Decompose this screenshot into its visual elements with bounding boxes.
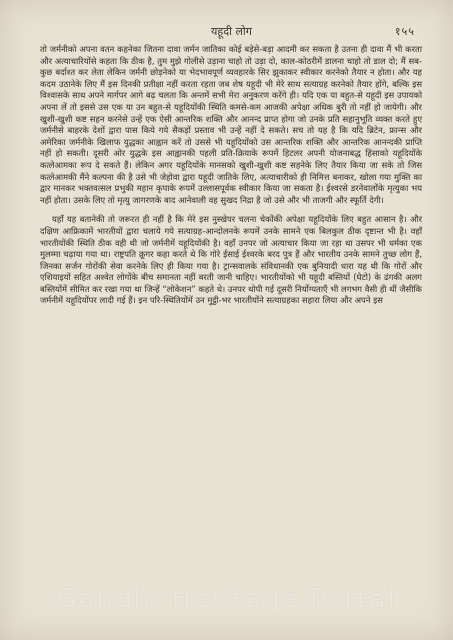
running-title: यहूदी लोग: [211, 25, 252, 38]
page-number: १५५: [394, 25, 415, 38]
paragraph: यहाँ यह बतानेकी तो जरूरत ही नहीं है कि मेरे इस नुस्खेपर चलना चेकोंकी अपेक्षा यहूदियोंके लिए बहुत आसान है। और दक्षिण आफ्रिकामें भारतीयों द्वारा चलाये गये सत्याग्रह-आन्दोलनके रूपमें उनके सामने एक बिलकुल ठीक दृष्टान्त भी है। वहाँ भारतीयोंकी स्थिति ठीक वही थी जो जर्मनीमें यहूदियोंकी है। वहाँ उनपर जो अत्याचार किया जा रहा था उसपर भी धर्मका एक मुलम्मा चढ़ाया गया था। राष्ट्रपति क्रूगर कहा करते थे कि गोरे ईसाई ईश्वरके बरद पुत्र हैं और भारतीय उनके सामने तुच्छ लोग हैं, जिनका सर्जन गोरोंकी सेवा करनेके लिए ही किया गया है। ट्रान्सवालके संविधानकी एक बुनियादी धारा यह थी कि गोरों और एशियाइयों सहित अश्वेत लोगोंके बीच समानता नहीं बरती जानी चाहिए। भारतीयोंको भी यहूदी बस्तियों (घेटो) के ढंगकी अलग बस्तियोंमें सीमित कर रखा गया था जिन्हें “लोकेशन” कहते थे। उनपर थोपी गई दूसरी निर्योग्यताएँ भी लगभग वैसी ही थीं जैसीकि जर्मनीमें यहूदियोंपर लादी गई हैं। इन परि-स्थितियोंमें उन मुट्ठी-भर भारतीयोंने सत्याग्रहका सहारा लिया और अपने इस: [40, 214, 422, 306]
page-header: [40, 24, 423, 42]
body-text: [40, 44, 422, 315]
watermark: Gandhi Heritage Portal: [56, 584, 397, 614]
paragraph: तो जर्मनीको अपना वतन कहनेका जितना दावा जर्मन जातिका कोई बड़ेसे-बड़ा आदमी कर सकता है उतना ही दावा मैं भी करता और अत्याचारियोंसे कहता कि ठीक है, तुम मुझे गोलीसे उड़ाना चाहो तो उड़ा दो, काल-कोठरीमें डालना चाहो तो डाल दो; मैं सब-कुछ बर्दाश्त कर लेता लेकिन जर्मनी छोड़नेको या भेदभावपूर्ण व्यवहारके सिर झुकाकर स्वीकार करनेको तैयार न होता। और यह कदम उठानेके लिए मैं इस दिनकी प्रतीक्षा नहीं करता रहता जब शेष यहूदी भी मेरे साथ सत्याग्रह करनेको तैयार होंगे, बल्कि इस विश्वासके साथ अपने मार्गपर आगे बढ़ चलता कि अन्तमें सभी मेरा अनुकरण करेंगे ही। यदि एक या बहुत-से यहूदी इस उपायको अपना लें तो इससे उस एक या उन बहुत-से यहूदियोंकी स्थिति कमसे-कम आजकी अपेक्षा अधिक बुरी तो नहीं हो जायेगी। और खुशी-खुशी कष्ट सहन करनेसे उन्हें एक ऐसी आन्तरिक शक्ति और आनन्द प्राप्त होगा जो उनके प्रति सहानुभूति व्यक्त करते हुए जर्मनीसे बाहरके देशों द्वारा पास किये गये सैकड़ों प्रस्ताव भी उन्हें नहीं दे सकते। सच तो यह है कि यदि ब्रिटेन, फ्रान्स और अमेरिका जर्मनीके खिलाफ युद्धका आह्वान करें तो उससे भी यहूदियोंको उस आन्तरिक शक्ति और आन्तरिक आनन्दकी प्राप्ति नहीं हो सकती। दूसरी ओर युद्धके इस आह्वानकी पहली प्रति-क्रियाके रूपमें हिटलर अपनी योजनाबद्ध हिंसाको यहूदियोंके कत्लेआमका रूप दे सकते हैं। लेकिन अगर यहूदियोंके मानसको खुशी-खुशी कष्ट सहनेके लिए तैयार किया जा सके तो जिस कत्लेआमकी मैंने कल्पना की है उसे भी जेहोवा द्वारा यहूदी जातिके लिए, अत्याचारीको ही निमित्त बनाकर, खोला गया मुक्ति का द्वार मानकर भक्तवत्सल प्रभुकी महान कृपाके रूपमें उल्लासपूर्वक स्वीकार किया जा सकता है। ईश्वरसे डरनेवालोंके मृत्युका भय नहीं होता। उसके लिए तो मृत्यु जागरणके बाद आनेवाली वह सुखद निद्रा है जो उसे और भी ताजगी और स्फूर्ति देगी।: [40, 44, 422, 205]
